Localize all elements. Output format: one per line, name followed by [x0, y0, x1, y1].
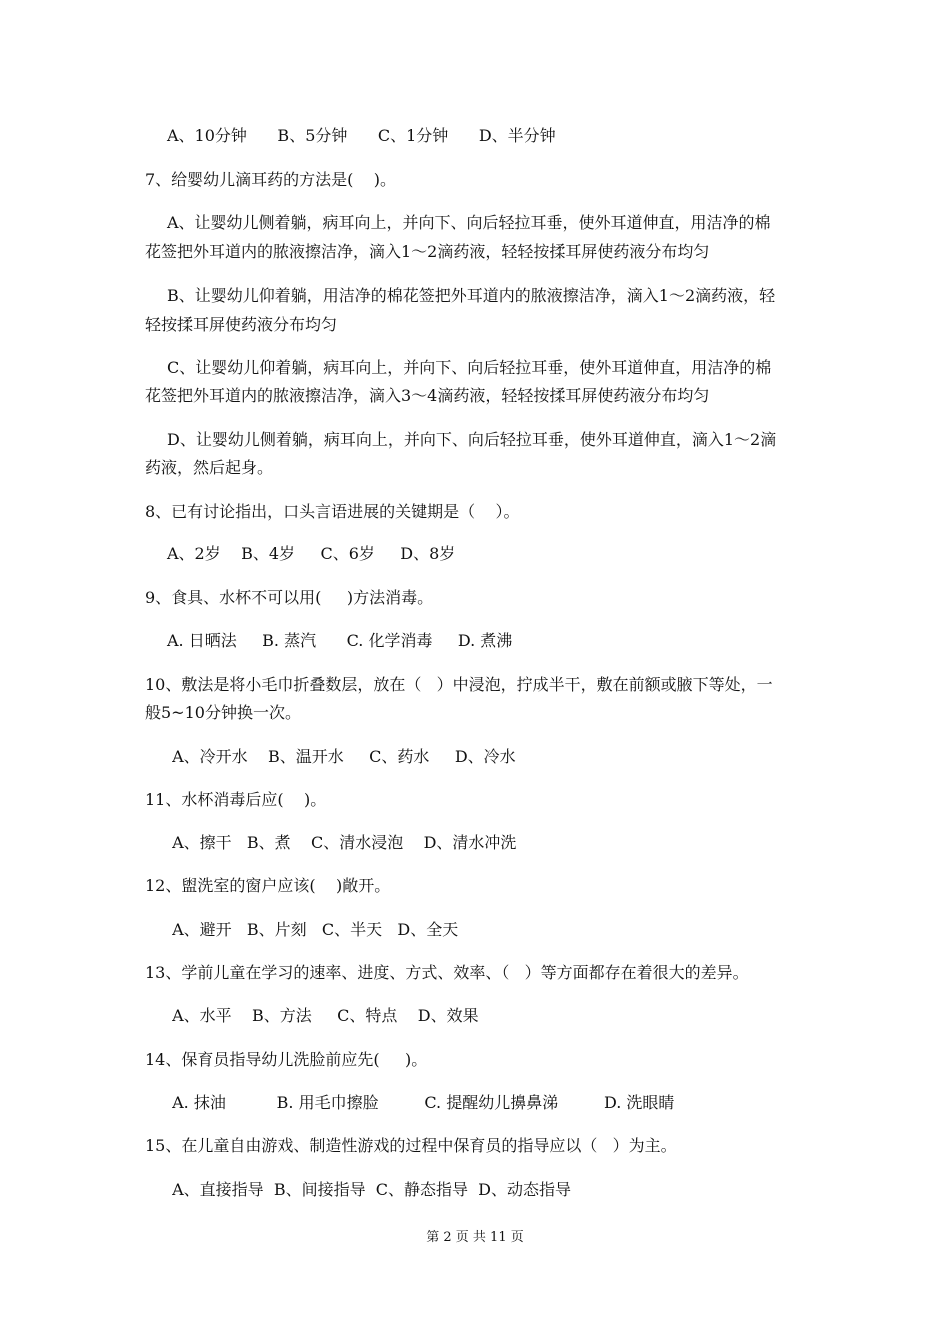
question-14: 14、保育员指导幼儿洗脸前应先( )。: [145, 1050, 428, 1069]
option-7a-line2: 花签把外耳道内的脓液擦洁净，滴入1～2滴药液，轻轻按揉耳屏使药液分布均匀: [145, 242, 710, 261]
options-q14: A. 抹油 B. 用毛巾擦脸 C. 提醒幼儿擤鼻涕 D. 洗眼睛: [167, 1093, 675, 1112]
option-7d-line1: D、让婴幼儿侧着躺，病耳向上，并向下、向后轻拉耳垂，使外耳道伸直，滴入1～2滴: [167, 430, 777, 449]
option-7b-line1: B、让婴幼儿仰着躺，用洁净的棉花签把外耳道内的脓液擦洁净，滴入1～2滴药液，轻: [167, 286, 776, 305]
question-9: 9、食具、水杯不可以用( )方法消毒。: [145, 588, 434, 607]
option-7b-line2: 轻按揉耳屏使药液分布均匀: [145, 315, 338, 334]
options-q11: A、擦干 B、煮 C、清水浸泡 D、清水冲洗: [167, 833, 517, 852]
option-7c-line2: 花签把外耳道内的脓液擦洁净，滴入3～4滴药液，轻轻按揉耳屏使药液分布均匀: [145, 386, 710, 405]
options-q12: A、避开 B、片刻 C、半天 D、全天: [167, 920, 459, 939]
question-11: 11、水杯消毒后应( )。: [145, 790, 327, 809]
question-12: 12、盥洗室的窗户应该( )敞开。: [145, 876, 391, 895]
options-q10: A、冷开水 B、温开水 C、药水 D、冷水: [167, 747, 516, 766]
options-q9: A. 日晒法 B. 蒸汽 C. 化学消毒 D. 煮沸: [167, 631, 513, 650]
options-q6: A、10分钟 B、5分钟 C、1分钟 D、半分钟: [167, 126, 556, 145]
question-8: 8、已有讨论指出，口头言语进展的关键期是（ ）。: [145, 502, 520, 521]
page-footer: 第 2 页 共 11 页: [426, 1230, 524, 1245]
question-7: 7、给婴幼儿滴耳药的方法是( )。: [145, 170, 397, 189]
question-10-line1: 10、敷法是将小毛巾折叠数层，放在（ ）中浸泡，拧成半干，敷在前额或腋下等处，一: [145, 675, 773, 694]
question-15: 15、在儿童自由游戏、制造性游戏的过程中保育员的指导应以（ ）为主。: [145, 1136, 677, 1155]
question-10-line2: 般5~10分钟换一次。: [145, 703, 301, 722]
options-q8: A、2岁 B、4岁 C、6岁 D、8岁: [167, 544, 456, 563]
option-7c-line1: C、让婴幼儿仰着躺，病耳向上，并向下、向后轻拉耳垂，使外耳道伸直，用洁净的棉: [167, 358, 772, 377]
option-7d-line2: 药液，然后起身。: [145, 458, 274, 477]
options-q15: A、直接指导 B、间接指导 C、静态指导 D、动态指导: [167, 1180, 571, 1199]
question-13: 13、学前儿童在学习的速率、进度、方式、效率、（ ）等方面都存在着很大的差异。: [145, 963, 749, 982]
option-7a-line1: A、让婴幼儿侧着躺，病耳向上，并向下、向后轻拉耳垂，使外耳道伸直，用洁净的棉: [167, 213, 771, 232]
options-q13: A、水平 B、方法 C、特点 D、效果: [167, 1006, 479, 1025]
